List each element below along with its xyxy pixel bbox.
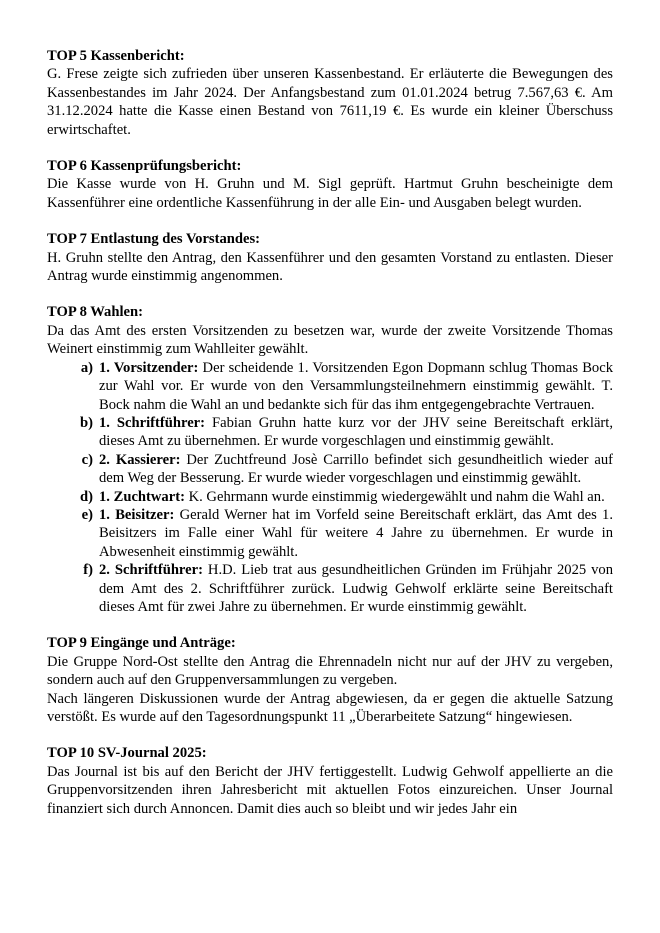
section-top7 [47, 230, 613, 285]
list-item-label: 1. Beisitzer: [99, 506, 175, 523]
section-heading: TOP 5 Kassenbericht: [47, 48, 185, 64]
section-top8 [47, 303, 613, 616]
list-marker: a) [80, 359, 93, 376]
list-item-body: Gerald Werner hat im Vorfeld seine Bereitschaft erklärt, das Amt des 1. Beisitzers im Falle einer Wahl für weitere 4 Jahre zu übernehmen. Er wurde in Abwesenheit einstimmig gewählt. [99, 506, 613, 560]
section-heading: TOP 8 Wahlen: [47, 304, 143, 321]
section-heading: TOP 7 Entlastung des Vorstandes: [47, 231, 261, 248]
list-marker: c) [81, 451, 93, 468]
list-item-label: 1. Schriftführer: [99, 414, 206, 431]
list-item-label: 1. Zuchtwart: [99, 488, 185, 505]
list-item-body: K. Gehrmann wurde einstimmig wiedergewählt und nahm die Wahl an. [184, 488, 605, 505]
list-item [47, 414, 613, 451]
section-paragraph: Die Gruppe Nord-Ost stellte den Antrag die Ehrennadeln nicht nur auf der JHV zu vergeben, sondern auch auf den Gruppenversammlungen zu vergeben. [47, 653, 613, 689]
section-top10 [47, 744, 613, 818]
document-page [47, 47, 613, 836]
section-heading: TOP 10 SV-Journal 2025: [47, 745, 207, 762]
list-item-text [99, 359, 613, 414]
section-paragraph: Da das Amt des ersten Vorsitzenden zu besetzen war, wurde der zweite Vorsitzende Thomas Weinert einstimmig zum Wahlleiter gewählt. [47, 322, 613, 358]
section-heading: TOP 9 Eingänge und Anträge: [47, 635, 236, 652]
list-item-body: Der scheidende 1. Vorsitzenden Egon Dopmann schlug Thomas Bock zur Wahl vor. Er wurde von den Versammlungsteilnehmern einstimmig gewählt. T. Bock nahm die Wahl an und bedankte sich für das ihm entgegengebrachte Vertrauen. [99, 359, 614, 413]
list-marker: d) [80, 488, 93, 505]
list-item-text [99, 561, 613, 616]
section-heading: TOP 6 Kassenprüfungsbericht: [47, 158, 242, 175]
list-item-label: 2. Schriftführer: [99, 562, 203, 579]
list-item-text [99, 451, 613, 488]
list-item [47, 506, 613, 561]
list-item [47, 561, 613, 616]
section-paragraph: G. Frese zeigte sich zufrieden über unseren Kassenbestand. Er erläuterte die Bewegungen des Kassenbestandes im Jahr 2024. Der Anfangsbestand zum 01.01.2024 betrug 7.567,63 €. Am 31.12.2024 hatte die Kasse einen Bestand von 7611,19 €. Es wurde ein kleiner Überschuss erwirtschaftet. [47, 66, 613, 138]
election-list [47, 359, 613, 617]
list-item-text [99, 506, 613, 561]
list-item-body: Fabian Gruhn hatte kurz vor der JHV seine Bereitschaft erklärt, dieses Amt zu übernehmen. Er wurde vorgeschlagen und einstimmig gewählt. [99, 414, 613, 450]
list-item [47, 488, 613, 506]
list-item [47, 359, 613, 414]
list-marker: f) [83, 562, 93, 579]
section-paragraph: Nach längeren Diskussionen wurde der Antrag abgewiesen, da er gegen die aktuelle Satzung verstößt. Es wurde auf den Tagesordnungspunkt 11 „Überarbeitete Satzung“ hingewiesen. [47, 690, 613, 725]
list-marker: b) [80, 414, 93, 431]
list-item-body: H.D. Lieb trat aus gesundheitlichen Gründen im Frühjahr 2025 von dem Amt des 2. Schriftführer zurück. Ludwig Gehwolf erklärte seine Bereitschaft dieses Amt für zwei Jahre zu übernehmen. Er wurde einstimmig gewählt. [99, 562, 613, 615]
list-item-label: 1. Vorsitzender: [99, 359, 199, 376]
section-top6 [47, 157, 613, 212]
section-paragraph: Das Journal ist bis auf den Bericht der JHV fertiggestellt. Ludwig Gehwolf appellierte an die Gruppenvorsitzenden ihren Jahresbericht mit aktuellen Fotos einzureichen. Unser Journal finanziert sich durch Annoncen. Damit dies auch so bleibt und wir jedes Jahr ein [47, 763, 613, 817]
section-top9 [47, 634, 613, 726]
list-marker: e) [81, 506, 93, 523]
section-top5 [47, 47, 613, 139]
list-item-text [99, 414, 613, 451]
list-item-body: Der Zuchtfreund Josè Carrillo befindet sich gesundheitlich wieder auf dem Weg der Besserung. Er wurde wieder vorgeschlagen und einstimmig gewählt. [99, 451, 613, 487]
list-item-label: 2. Kassierer: [99, 451, 181, 468]
section-paragraph: Die Kasse wurde von H. Gruhn und M. Sigl geprüft. Hartmut Gruhn bescheinigte dem Kassenführer eine ordentliche Kassenführung in der alle Ein- und Ausgaben belegt wurden. [47, 176, 613, 211]
list-item [47, 451, 613, 488]
section-paragraph: H. Gruhn stellte den Antrag, den Kassenführer und den gesamten Vorstand zu entlasten. Dieser Antrag wurde einstimmig angenommen. [47, 249, 613, 285]
list-item-text [99, 488, 613, 506]
